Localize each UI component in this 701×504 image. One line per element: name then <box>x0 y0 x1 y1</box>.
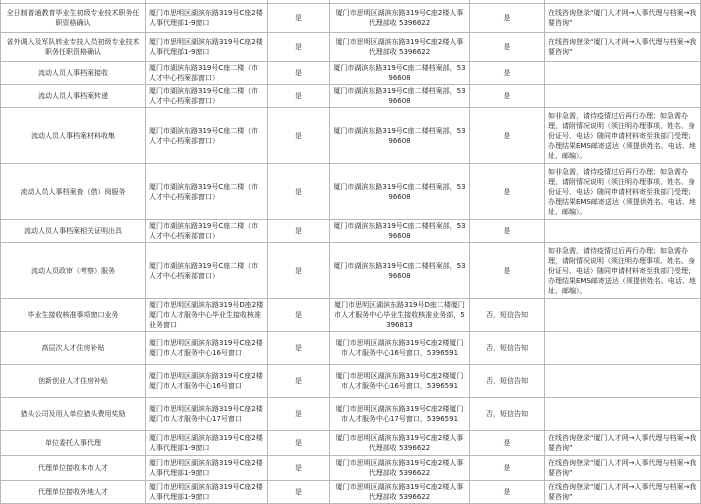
table-row <box>1 456 701 481</box>
table-row <box>1 243 701 299</box>
cell-contact: 厦门市思明区湖滨东路319号C座2楼人事代理部收 5396622 <box>330 481 470 504</box>
cell-note: 在线咨询登录“厦门人才网→人事代理与档案→我要咨询” <box>545 4 701 33</box>
cell-online-available: 是 <box>268 220 330 243</box>
cell-service-name: 单位委托人事代理 <box>1 431 146 456</box>
cell-mail-result: 是 <box>470 456 545 481</box>
cell-note: 在线咨询登录“厦门人才网→人事代理与档案→我要咨询” <box>545 456 701 481</box>
cell-note <box>545 332 701 365</box>
table-row <box>1 431 701 456</box>
cell-mail-result: 是 <box>470 164 545 220</box>
cell-address: 厦门市湖滨东路319号C座二楼（市人才中心档案部窗口） <box>146 85 268 108</box>
table-row <box>1 108 701 164</box>
cell-contact: 厦门市湖滨东路319号C座二楼档案部，5396608 <box>330 164 470 220</box>
cell-contact: 厦门市思明区湖滨东路319号C座2楼厦门市人才服务中心17号窗口，5396591 <box>330 398 470 431</box>
cell-online-available: 是 <box>268 365 330 398</box>
cell-online-available: 是 <box>268 332 330 365</box>
cell-service-name: 流动人员政审（考察）服务 <box>1 243 146 299</box>
cell-mail-result: 否，短信告知 <box>470 332 545 365</box>
cell-online-available: 是 <box>268 62 330 85</box>
cell-note: 如非急需，请待疫情过后再行办理；如急需办理，请附情况说明（须注明办理事项、姓名、身份证号、电话）随同申请材料寄至我部门受理；办理结果EMS邮寄送达（须提供姓名、电话、地址、邮编）。 <box>545 243 701 299</box>
table-row <box>1 481 701 504</box>
cell-service-name: 流动人员人事档案转递 <box>1 85 146 108</box>
cell-online-available: 是 <box>268 33 330 62</box>
cell-contact: 厦门市思明区湖滨东路319号C座2楼厦门市人才服务中心16号窗口，5396591 <box>330 332 470 365</box>
cell-service-name: 毕业生接收核准事项窗口业务 <box>1 299 146 332</box>
cell-online-available: 是 <box>268 85 330 108</box>
cell-online-available: 是 <box>268 398 330 431</box>
cell-service-name: 流动人员人事档案相关证明出具 <box>1 220 146 243</box>
cell-contact: 厦门市湖滨东路319号C座二楼档案部，5396608 <box>330 108 470 164</box>
cell-note <box>545 85 701 108</box>
cell-contact: 厦门市湖滨东路319号C座二楼档案部，5396608 <box>330 243 470 299</box>
cell-address: 厦门市思明区湖滨东路319号C座2楼人事代理部1-9窗口 <box>146 4 268 33</box>
cell-address: 厦门市湖滨东路319号C座二楼（市人才中心档案部窗口） <box>146 220 268 243</box>
cell-contact: 厦门市思明区湖滨东路319号C座2楼厦门市人才服务中心16号窗口，5396591 <box>330 365 470 398</box>
cell-online-available: 是 <box>268 299 330 332</box>
cell-note <box>545 398 701 431</box>
cell-address: 厦门市思明区湖滨东路319号C座2楼人事代理部1-9窗口 <box>146 481 268 504</box>
cell-contact: 厦门市思明区湖滨东路319号C座2楼人事代理部收 5396622 <box>330 456 470 481</box>
cell-note: 在线咨询登录“厦门人才网→人事代理与档案→我要咨询” <box>545 481 701 504</box>
cell-note: 如非急需，请待疫情过后再行办理；如急需办理，请附情况说明（须注明办理事项、姓名、身份证号、电话）随同申请材料寄至我部门受理；办理结果EMS邮寄送达（须提供姓名、电话、地址、邮编）。 <box>545 108 701 164</box>
cell-service-name: 代理单位接收本市人才 <box>1 456 146 481</box>
cell-note <box>545 299 701 332</box>
cell-note: 在线咨询登录“厦门人才网→人事代理与档案→我要咨询” <box>545 431 701 456</box>
cell-address: 厦门市思明区湖滨东路319号C座2楼厦门市人才服务中心16号窗口 <box>146 365 268 398</box>
cell-service-name: 流动人员人事档案查（借）阅服务 <box>1 164 146 220</box>
cell-note: 如非急需，请待疫情过后再行办理；如急需办理，请附情况说明（须注明办理事项、姓名、身份证号、电话）随同申请材料寄至我部门受理；办理结果EMS邮寄送达（须提供姓名、电话、地址、邮编）。 <box>545 164 701 220</box>
cell-contact: 厦门市湖滨东路319号C座二楼档案部，5396608 <box>330 62 470 85</box>
cell-address: 厦门市思明区湖滨东路319号C座2楼厦门市人才服务中心17号窗口 <box>146 398 268 431</box>
cell-contact: 厦门市思明区湖滨东路319号C座2楼人事代理部收 5396622 <box>330 33 470 62</box>
table-row <box>1 220 701 243</box>
cell-address: 厦门市思明区湖滨东路319号C座2楼人事代理部1-9窗口 <box>146 456 268 481</box>
cell-online-available: 是 <box>268 481 330 504</box>
cell-online-available: 是 <box>268 243 330 299</box>
cell-note: 在线咨询登录“厦门人才网→人事代理与档案→我要咨询” <box>545 33 701 62</box>
cell-service-name: 流动人员人事档案材料收集 <box>1 108 146 164</box>
cell-service-name: 流动人员人事档案接收 <box>1 62 146 85</box>
cell-address: 厦门市湖滨东路319号C座二楼（市人才中心档案部窗口） <box>146 108 268 164</box>
cell-online-available: 是 <box>268 164 330 220</box>
cell-service-name: 高层次人才住房补贴 <box>1 332 146 365</box>
table-row <box>1 85 701 108</box>
cell-address: 厦门市湖滨东路319号C座二楼（市人才中心档案部窗口） <box>146 164 268 220</box>
cell-contact: 厦门市湖滨东路319号C座二楼档案部，5396608 <box>330 85 470 108</box>
cell-note <box>545 365 701 398</box>
cell-mail-result: 是 <box>470 243 545 299</box>
cell-note <box>545 62 701 85</box>
cell-mail-result: 是 <box>470 108 545 164</box>
table-row <box>1 4 701 33</box>
table-row <box>1 332 701 365</box>
cell-address: 厦门市湖滨东路319号C座二楼（市人才中心档案部窗口） <box>146 243 268 299</box>
cell-mail-result: 是 <box>470 431 545 456</box>
cell-mail-result: 是 <box>470 220 545 243</box>
table-row <box>1 33 701 62</box>
cell-address: 厦门市思明区湖滨东路319号C座2楼人事代理部1-9窗口 <box>146 431 268 456</box>
cell-service-name: 猎头公司及用人单位猎头费用奖励 <box>1 398 146 431</box>
cell-mail-result: 是 <box>470 33 545 62</box>
cell-note <box>545 220 701 243</box>
table-row <box>1 365 701 398</box>
table-row <box>1 398 701 431</box>
cell-contact: 厦门市思明区湖滨东路319号C座2楼人事代理部收 5396622 <box>330 4 470 33</box>
cell-address: 厦门市思明区湖滨东路319号C座2楼厦门市人才服务中心16号窗口 <box>146 332 268 365</box>
cell-mail-result: 是 <box>470 4 545 33</box>
cell-service-name: 全日制普通教育毕业生初级专业技术职务任职资格确认 <box>1 4 146 33</box>
cell-service-name: 省外调入及军队转业专技人员初级专业技术职务任职资格确认 <box>1 33 146 62</box>
cell-contact: 厦门市思明区湖滨东路319号D座二楼厦门市人才服务中心毕业生接收核准业务部，5396813 <box>330 299 470 332</box>
cell-mail-result: 否，短信告知 <box>470 299 545 332</box>
cell-contact: 厦门市思明区湖滨东路319号C座2楼人事代理部收 5396622 <box>330 431 470 456</box>
cell-mail-result: 否，短信告知 <box>470 398 545 431</box>
cell-address: 厦门市思明区湖滨东路319号D座2楼厦门市人才服务中心毕业生接收核准业务窗口 <box>146 299 268 332</box>
cell-online-available: 是 <box>268 4 330 33</box>
table-row <box>1 164 701 220</box>
table-row <box>1 299 701 332</box>
cell-service-name: 创新创业人才住房补贴 <box>1 365 146 398</box>
table-row <box>1 62 701 85</box>
cell-contact: 厦门市湖滨东路319号C座二楼档案部，5396608 <box>330 220 470 243</box>
cell-service-name: 代理单位接收外地人才 <box>1 481 146 504</box>
cell-address: 厦门市湖滨东路319号C座二楼（市人才中心档案部窗口） <box>146 62 268 85</box>
cell-online-available: 是 <box>268 456 330 481</box>
cell-online-available: 是 <box>268 431 330 456</box>
cell-mail-result: 是 <box>470 85 545 108</box>
cell-mail-result: 是 <box>470 62 545 85</box>
cell-online-available: 是 <box>268 108 330 164</box>
cell-address: 厦门市思明区湖滨东路319号C座2楼人事代理部1-9窗口 <box>146 33 268 62</box>
cell-mail-result: 否，短信告知 <box>470 365 545 398</box>
cell-mail-result: 是 <box>470 481 545 504</box>
